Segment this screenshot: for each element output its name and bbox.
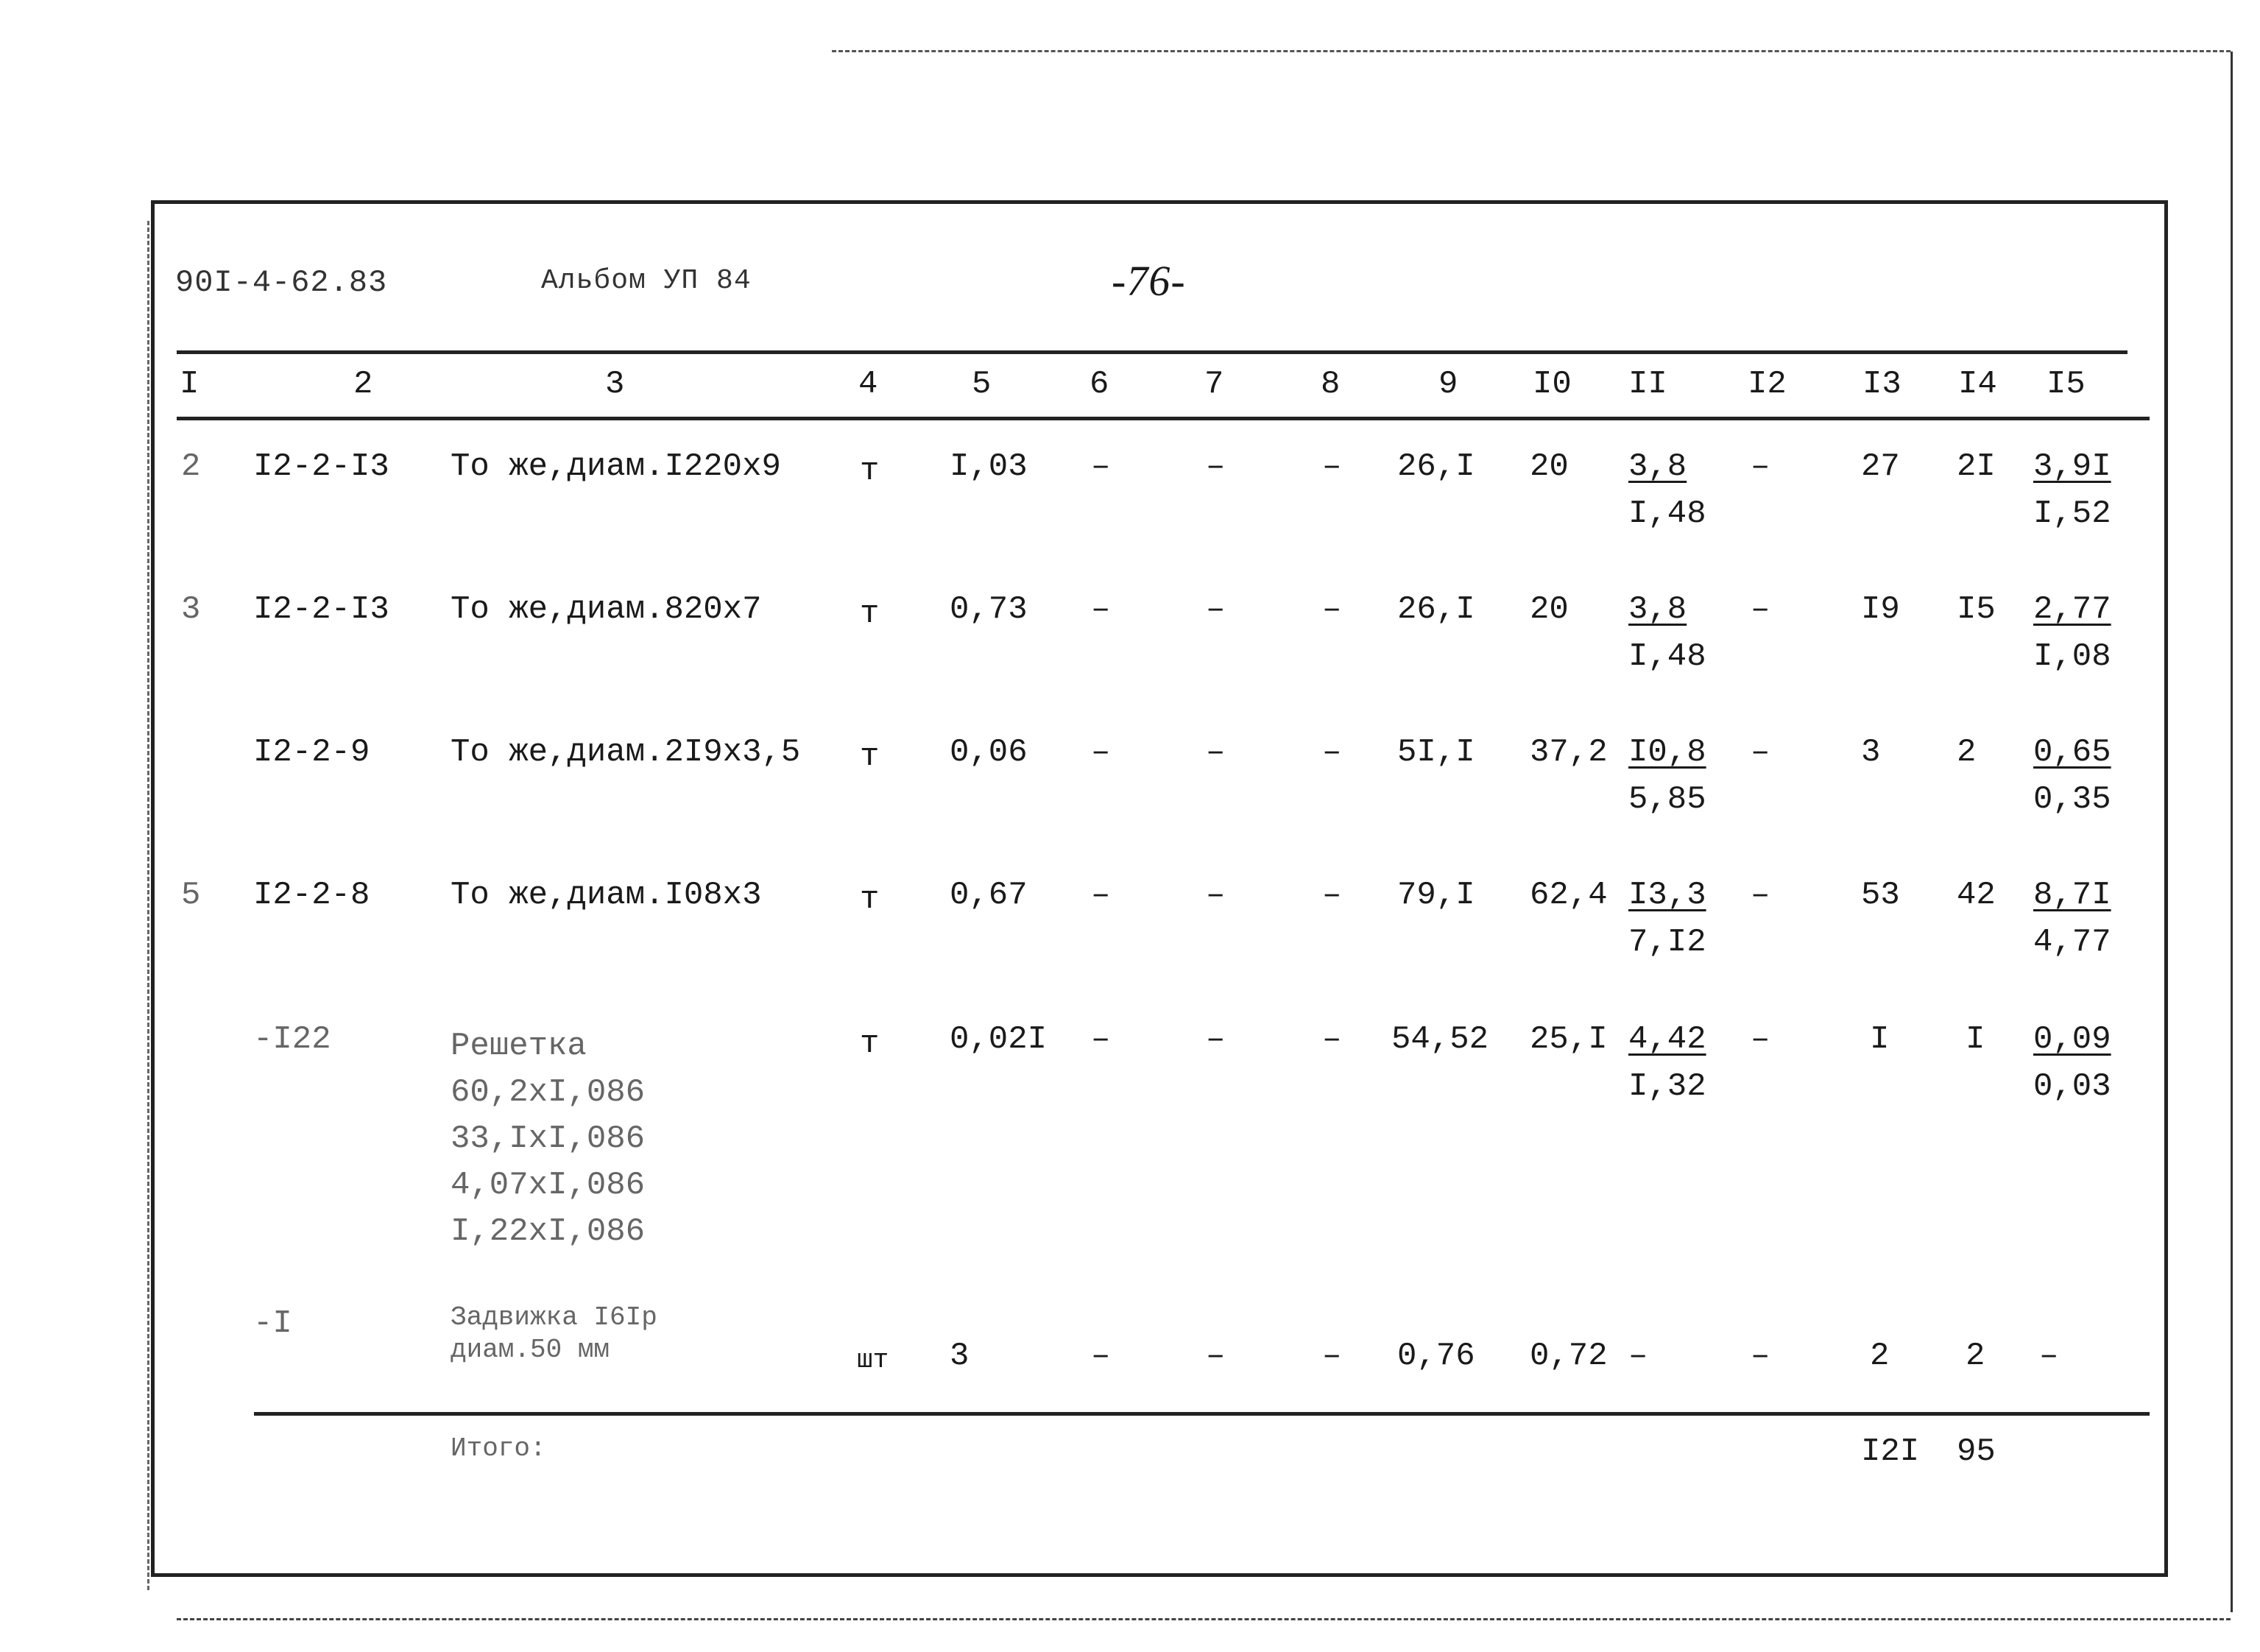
cell-col11-denominator: I,48 <box>1628 638 1706 675</box>
cell-unit: т <box>860 596 880 632</box>
cell-description: То же,диам.I220х9 <box>451 448 781 485</box>
cell-col15-denominator: I,52 <box>2033 495 2111 532</box>
scan-frame-top <box>832 50 2231 52</box>
cell-col11-denominator: I,32 <box>1628 1068 1706 1105</box>
cell-col11-numerator: 4,42 <box>1628 1021 1706 1058</box>
cell-col14: 42 <box>1957 877 1996 914</box>
column-header: I4 <box>1958 366 1997 403</box>
cell-col11-denominator: 5,85 <box>1628 781 1706 818</box>
doc-code: 90I-4-62.83 <box>175 265 388 300</box>
cell-col6: – <box>1091 448 1111 485</box>
cell-col14: I <box>1966 1021 1985 1058</box>
cell-col15-numerator: 3,9I <box>2033 448 2111 485</box>
cell-col15-denominator: 4,77 <box>2033 924 2111 961</box>
column-header: 3 <box>605 366 625 403</box>
cell-description: Задвижка I6Iр диам.50 мм <box>451 1302 657 1365</box>
cell-col13: 3 <box>1861 734 1881 771</box>
cell-quantity: 0,06 <box>950 734 1028 771</box>
cell-col8: – <box>1322 877 1342 914</box>
cell-col9: 79,I <box>1397 877 1475 914</box>
cell-col14: 2I <box>1957 448 1996 485</box>
column-header: 4 <box>858 366 878 403</box>
sheet-left-edge <box>147 221 149 1590</box>
column-header: 6 <box>1090 366 1109 403</box>
cell-code: I2-2-I3 <box>253 591 389 628</box>
cell-col14: 2 <box>1966 1338 1985 1374</box>
table-top-rule <box>177 350 2127 354</box>
cell-col15: – <box>2039 1338 2059 1374</box>
cell-col14: 2 <box>1957 734 1977 771</box>
cell-description: То же,диам.2I9х3,5 <box>451 734 801 771</box>
cell-unit: т <box>860 1026 880 1062</box>
column-header: 9 <box>1438 366 1458 403</box>
cell-col8: – <box>1322 591 1342 628</box>
column-header: 7 <box>1204 366 1224 403</box>
cell-unit: т <box>860 738 880 775</box>
cell-col11-numerator: 3,8 <box>1628 591 1687 628</box>
cell-col15-denominator: I,08 <box>2033 638 2111 675</box>
cell-col9: 26,I <box>1397 591 1475 628</box>
total-col14: 95 <box>1957 1433 1996 1470</box>
cell-quantity: 3 <box>950 1338 970 1374</box>
cell-description: То же,диам.820х7 <box>451 591 762 628</box>
album-label: Альбом УП 84 <box>541 265 752 297</box>
cell-description: Решетка 60,2хI,086 33,IхI,086 4,07хI,086 I,22хI,086 <box>451 1028 646 1250</box>
cell-col6: – <box>1091 1338 1111 1374</box>
cell-col8: – <box>1322 734 1342 771</box>
cell-quantity: I,03 <box>950 448 1028 485</box>
cell-col7: – <box>1206 1021 1226 1058</box>
cell-col9: 5I,I <box>1397 734 1475 771</box>
cell-col9: 0,76 <box>1397 1338 1475 1374</box>
cell-col13: 53 <box>1861 877 1900 914</box>
cell-col10: 25,I <box>1530 1021 1608 1058</box>
scan-frame-right <box>2231 52 2233 1612</box>
cell-col9: 26,I <box>1397 448 1475 485</box>
cell-col12: – <box>1751 1338 1770 1374</box>
column-header: I <box>180 366 199 403</box>
column-header: II <box>1628 366 1667 403</box>
cell-col7: – <box>1206 734 1226 771</box>
cell-col7: – <box>1206 877 1226 914</box>
cell-unit: т <box>860 881 880 918</box>
cell-col15-numerator: 2,77 <box>2033 591 2111 628</box>
cell-unit: шт <box>857 1345 889 1375</box>
column-header: I5 <box>2047 366 2086 403</box>
column-header: 8 <box>1321 366 1341 403</box>
cell-row-number: 2 <box>181 448 201 485</box>
total-col13: I2I <box>1861 1433 1920 1470</box>
cell-col12: – <box>1751 448 1770 485</box>
cell-col6: – <box>1091 591 1111 628</box>
cell-code: I2-2-9 <box>253 734 370 771</box>
cell-col12: – <box>1751 877 1770 914</box>
cell-description: То же,диам.I08х3 <box>451 877 762 914</box>
cell-col10: 20 <box>1530 591 1569 628</box>
page-number: -76- <box>1112 257 1186 305</box>
total-rule <box>254 1412 2150 1416</box>
cell-col13: 27 <box>1861 448 1900 485</box>
header-bottom-rule <box>177 417 2150 420</box>
cell-col15-numerator: 0,09 <box>2033 1021 2111 1058</box>
cell-quantity: 0,02I <box>950 1021 1048 1058</box>
cell-col9: 54,52 <box>1391 1021 1489 1058</box>
cell-col13: 2 <box>1870 1338 1890 1374</box>
cell-col12: – <box>1751 1021 1770 1058</box>
cell-col13: I <box>1870 1021 1890 1058</box>
cell-code: -I <box>253 1305 292 1342</box>
column-header: I0 <box>1533 366 1572 403</box>
cell-col7: – <box>1206 448 1226 485</box>
cell-col15-numerator: 0,65 <box>2033 734 2111 771</box>
cell-code: I2-2-I3 <box>253 448 389 485</box>
cell-col11-numerator: I0,8 <box>1628 734 1706 771</box>
cell-col8: – <box>1322 1338 1342 1374</box>
cell-col15-denominator: 0,35 <box>2033 781 2111 818</box>
cell-col8: – <box>1322 1021 1342 1058</box>
cell-col15-denominator: 0,03 <box>2033 1068 2111 1105</box>
cell-col6: – <box>1091 1021 1111 1058</box>
cell-col11-numerator: I3,3 <box>1628 877 1706 914</box>
cell-unit: т <box>860 453 880 490</box>
cell-col13: I9 <box>1861 591 1900 628</box>
cell-col6: – <box>1091 734 1111 771</box>
cell-col10: 37,2 <box>1530 734 1608 771</box>
cell-col11: – <box>1628 1338 1648 1374</box>
cell-quantity: 0,67 <box>950 877 1028 914</box>
column-header: 2 <box>353 366 373 403</box>
column-header: I2 <box>1748 366 1787 403</box>
cell-col8: – <box>1322 448 1342 485</box>
cell-quantity: 0,73 <box>950 591 1028 628</box>
cell-code: I2-2-8 <box>253 877 370 914</box>
cell-col7: – <box>1206 591 1226 628</box>
cell-col11-denominator: 7,I2 <box>1628 924 1706 961</box>
cell-col10: 62,4 <box>1530 877 1608 914</box>
cell-col11-denominator: I,48 <box>1628 495 1706 532</box>
cell-col11-numerator: 3,8 <box>1628 448 1687 485</box>
total-label: Итого: <box>451 1433 546 1464</box>
cell-col7: – <box>1206 1338 1226 1374</box>
column-header: 5 <box>972 366 992 403</box>
cell-col12: – <box>1751 591 1770 628</box>
cell-col12: – <box>1751 734 1770 771</box>
cell-col6: – <box>1091 877 1111 914</box>
cell-code: -I22 <box>253 1021 331 1058</box>
cell-row-number: 3 <box>181 591 201 628</box>
cell-col10: 0,72 <box>1530 1338 1608 1374</box>
cell-col14: I5 <box>1957 591 1996 628</box>
cell-row-number: 5 <box>181 877 201 914</box>
scan-frame-bottom <box>177 1618 2231 1620</box>
column-header: I3 <box>1862 366 1901 403</box>
cell-col15-numerator: 8,7I <box>2033 877 2111 914</box>
cell-col10: 20 <box>1530 448 1569 485</box>
